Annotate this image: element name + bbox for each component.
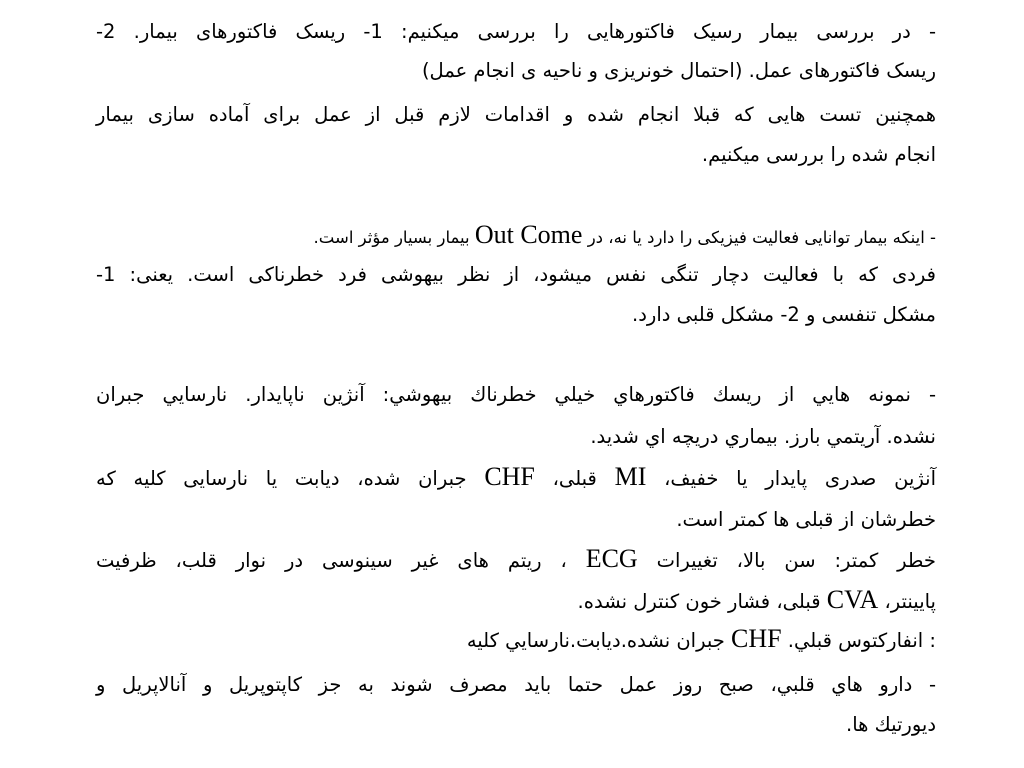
paragraph-3-line-7-text-a: : انفاركتوس قبلي. <box>787 629 936 652</box>
outcome-term: Out Come <box>474 220 583 249</box>
paragraph-2-line-2: فردی که با فعالیت دچار تنگی نفس میشود، از نظر بیهوشی فرد خطرناکی است. یعنی: 1- <box>96 263 936 286</box>
mi-term: MI <box>614 462 647 491</box>
paragraph-3-line-6-text-b: قبلی، فشار خون کنترل نشده. <box>577 590 821 613</box>
paragraph-3-line-2: نشده. آريتمي بارز. بيماري دريچه اي شديد. <box>590 425 936 448</box>
paragraph-3-line-1: - نمونه هايي از ريسك فاكتورهاي خيلي خطرناك بيهوشي: آنژين ناپايدار. نارسايي جبران <box>96 383 936 406</box>
paragraph-2-line-1 <box>96 220 936 253</box>
paragraph-3-line-3-text-a: آنژین صدری پایدار یا خفیف، <box>664 467 936 490</box>
paragraph-3-line-6-text-a: پایینتر، <box>884 590 936 613</box>
paragraph-3-line-7 <box>96 624 936 656</box>
paragraph-2-line-1-text-a: - اینکه بیمار توانایی فعالیت فیزیکی را دارد یا نه، در <box>587 228 936 247</box>
chf-term-2: CHF <box>731 624 782 653</box>
paragraph-2-line-3: مشکل تنفسی و 2- مشکل قلبی دارد. <box>632 303 936 326</box>
paragraph-3-line-3-text-c: جبران شده، دیابت یا نارسایی کلیه که <box>96 467 467 490</box>
paragraph-1-line-4: انجام شده را بررسی میکنیم. <box>701 143 936 166</box>
paragraph-3-line-7-text-b: جبران نشده.ديابت.نارسايي كليه <box>466 629 725 652</box>
paragraph-3-line-3-text-b: قبلی، <box>552 467 597 490</box>
paragraph-3-line-5 <box>96 544 936 576</box>
ecg-term: ECG <box>585 544 638 573</box>
paragraph-3-line-6 <box>96 585 936 617</box>
paragraph-1-line-3: همچنین تست هایی که قبلا انجام شده و اقدامات لازم قبل از عمل برای آماده سازی بیمار <box>96 103 936 126</box>
paragraph-4-line-2: ديورتيك ها. <box>846 713 936 736</box>
paragraph-3-line-4: خطرشان از قبلی ها کمتر است. <box>676 508 936 531</box>
paragraph-1-line-1: - در بررسی بیمار رسیک فاکتورهایی را بررسی میکنیم: 1- ریسک فاکتورهای بیمار. 2- <box>96 20 936 43</box>
paragraph-1-line-2: ریسک فاکتورهای عمل. (احتمال خونریزی و ناحیه ی انجام عمل) <box>421 59 936 82</box>
paragraph-3-line-5-text-a: خطر کمتر: سن بالا، تغییرات <box>656 549 936 572</box>
chf-term: CHF <box>484 462 535 491</box>
paragraph-3-line-5-text-b: ، ریتم های غیر سینوسی در نوار قلب، ظرفیت <box>96 549 567 572</box>
paragraph-4-line-1: - دارو هاي قلبي، صبح روز عمل حتما بايد مصرف شوند به جز كاپتوپريل و آنالاپريل و <box>96 673 936 696</box>
paragraph-3-line-3 <box>96 462 936 494</box>
cva-term: CVA <box>826 585 879 614</box>
paragraph-2-line-1-text-b: بیمار بسیار مؤثر است. <box>313 228 470 247</box>
